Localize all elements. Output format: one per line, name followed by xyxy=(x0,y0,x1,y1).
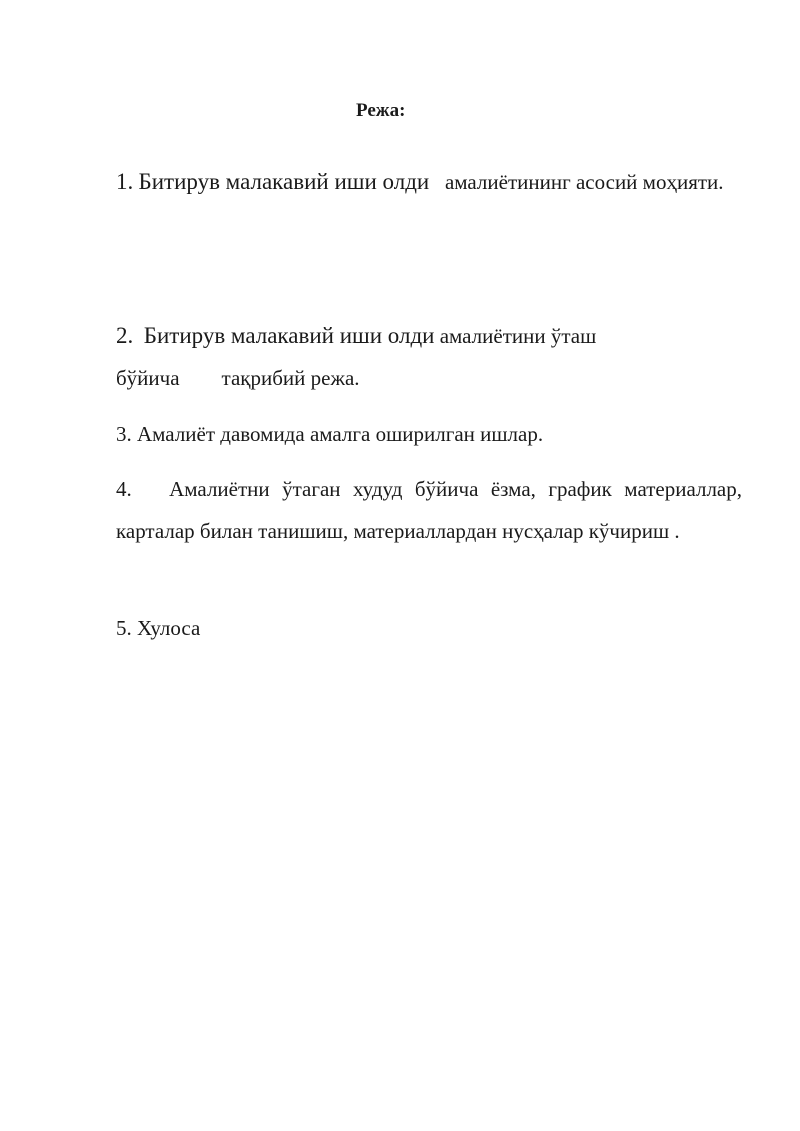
plan-item-4 xyxy=(116,468,742,552)
item-1-rest: амалиётининг асосий моҳияти. xyxy=(444,170,724,194)
item-2-lead: Битирув малакавий иши олди xyxy=(143,323,435,348)
plan-title: Режа: xyxy=(356,100,406,121)
item-4-number: 4. xyxy=(116,477,132,501)
plan-item-3 xyxy=(116,413,742,455)
item-3-text: Амалиёт давомида амалга оширилган ишлар. xyxy=(137,422,544,446)
plan-item-1 xyxy=(116,161,742,203)
item-2-rest-line2-a: бўйича xyxy=(116,366,180,390)
item-2-rest-line2-b: тақрибий режа. xyxy=(221,366,360,390)
item-5-text: Хулоса xyxy=(137,616,201,640)
item-1-number: 1. xyxy=(116,169,134,194)
item-1-lead: Битирув малакавий иши олди xyxy=(138,169,430,194)
item-5-number: 5. xyxy=(116,616,132,640)
plan-item-2 xyxy=(116,315,742,399)
item-3-number: 3. xyxy=(116,422,132,446)
item-2-rest-line1: амалиётини ўташ xyxy=(439,324,597,348)
item-4-text: Амалиётни ўтаган худуд бўйича ёзма, график материаллар, карталар билан танишиш, материаллардан нусҳалар кўчириш . xyxy=(116,477,742,543)
plan-item-5 xyxy=(116,607,742,649)
item-2-number: 2. xyxy=(116,323,134,348)
